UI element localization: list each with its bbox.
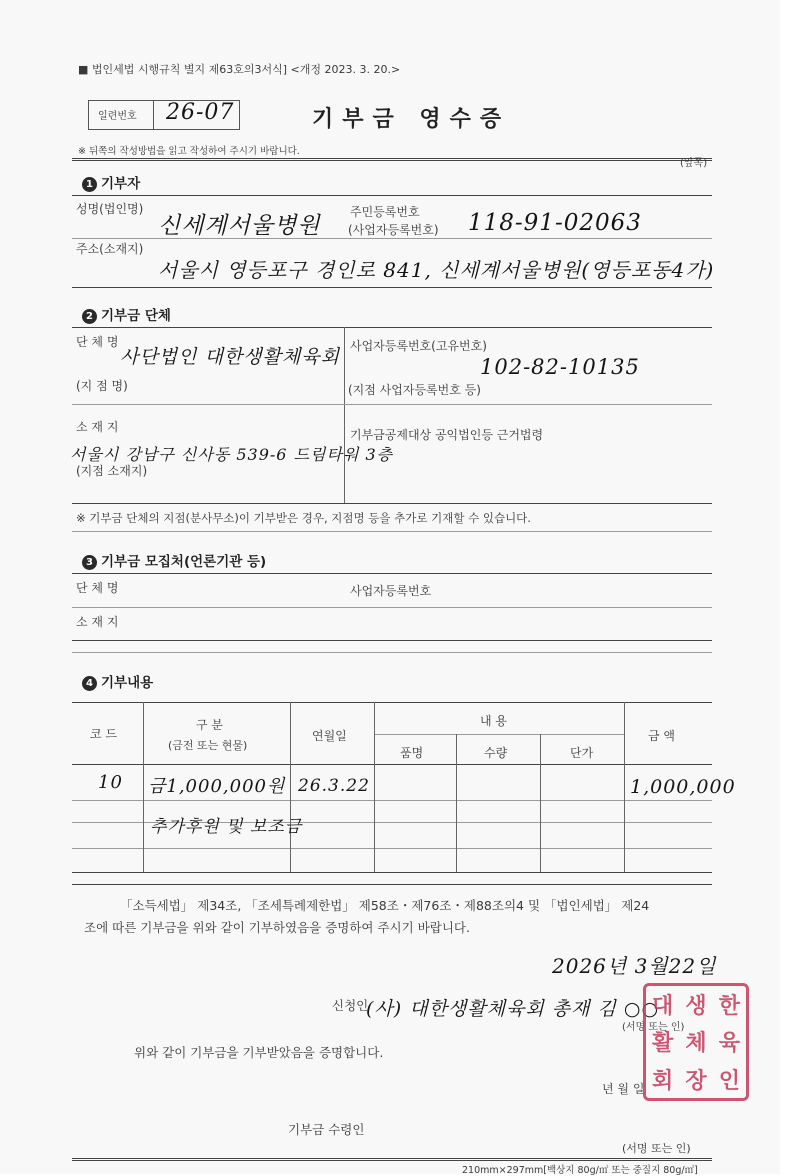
- section3-spacer-rule: [72, 652, 712, 653]
- table-col-divider: [624, 702, 625, 872]
- applicant-label: 신청인: [332, 998, 369, 1013]
- table-row-rule: [72, 848, 712, 849]
- seal-character: 생: [685, 994, 707, 1020]
- table-col-divider: [540, 734, 541, 872]
- col-code-header: 코 드: [90, 727, 117, 741]
- title-rule: [72, 158, 712, 161]
- section3-top-rule: [72, 573, 712, 574]
- content-subheader-rule: [374, 734, 624, 735]
- donor-address-value: 서울시 영등포구 경인로 841, 신세계서울병원(영등포동4가): [158, 258, 715, 282]
- seal-character: 장: [685, 1068, 707, 1094]
- seal-character: 한: [718, 994, 740, 1020]
- section-content-heading: [82, 671, 153, 691]
- section-number: 1: [82, 177, 97, 192]
- col-type-subheader: (금전 또는 현물): [168, 739, 248, 752]
- form-reference: ■ 법인세법 시행규칙 별지 제63호의3서식] <개정 2023. 3. 20.>: [78, 63, 401, 76]
- org-name-value: 사단법인 대한생활체육회: [120, 346, 340, 368]
- donor-name-value: 신세계서울병원: [158, 213, 321, 239]
- donor-id-label-sub: (사업자등록번호): [348, 223, 439, 237]
- col-price-header: 단가: [570, 746, 594, 760]
- col-item-header: 품명: [400, 746, 424, 760]
- section-title: 기부내용: [101, 675, 154, 691]
- recipient-label: 기부금 수령인: [288, 1122, 365, 1137]
- row-type-line1: 금1,000,000원: [148, 776, 286, 797]
- section-title: 기부금 단체: [101, 308, 171, 324]
- section1-bottom-rule: [72, 287, 712, 288]
- statement-date: 2026년 3월22일: [552, 954, 717, 978]
- page-margin: [780, 0, 798, 1174]
- section-collector-heading: [82, 550, 266, 570]
- donor-name-label: 성명(법인명): [76, 202, 144, 216]
- applicant-sign-mark: (서명 또는 인): [622, 1022, 685, 1033]
- table-row-rule: [72, 800, 712, 801]
- section-number: 2: [82, 309, 97, 324]
- section2-top-rule: [72, 327, 712, 328]
- branch-note: ※ 기부금 단체의 지점(분사무소)이 기부받은 경우, 지점명 등을 추가로 기재할 수 있습니다.: [76, 511, 531, 525]
- statement-line2: 조에 따른 기부금을 위와 같이 기부하였음을 증명하여 주시기 바랍니다.: [84, 920, 470, 935]
- donor-id-value: 118-91-02063: [468, 210, 642, 236]
- row-date: 26.3.22: [298, 776, 370, 796]
- table-header-rule: [72, 764, 712, 765]
- org-reg-value: 102-82-10135: [480, 355, 640, 379]
- branch-reg-label: (지점 사업자등록번호 등): [348, 383, 481, 397]
- org-row-rule: [72, 404, 712, 405]
- note-rule: [72, 531, 712, 532]
- section-org-heading: [82, 304, 171, 324]
- table-col-divider: [143, 702, 144, 872]
- collector-reg-label: 사업자등록번호: [350, 584, 432, 598]
- official-seal-stamp: [643, 983, 749, 1101]
- col-type-header: 구 분: [196, 718, 223, 732]
- applicant-signature: (사) 대한생활체육회 총재 김 ○○: [366, 998, 660, 1020]
- donor-row-rule: [72, 238, 712, 239]
- branch-location-label: (지점 소재지): [76, 464, 148, 478]
- section3-bottom-rule: [72, 640, 712, 641]
- org-name-label: 단 체 명: [76, 335, 119, 349]
- row-code: 10: [98, 772, 123, 793]
- form-title: 기부금 영수증: [312, 107, 511, 132]
- section1-top-rule: [72, 195, 712, 196]
- recipient-sign-mark: (서명 또는 인): [622, 1142, 691, 1155]
- section2-bottom-rule: [72, 503, 712, 504]
- confirmation-date-marks: 년 월 일: [602, 1082, 645, 1096]
- org-location-label: 소 재 지: [76, 420, 119, 434]
- section-number: 3: [82, 555, 97, 570]
- donor-id-label: 주민등록번호: [350, 205, 420, 219]
- legal-basis-label: 기부금공제대상 공익법인등 근거법령: [350, 428, 544, 442]
- seal-character: 회: [652, 1068, 674, 1094]
- section-title: 기부금 모집처(언론기관 등): [101, 554, 267, 570]
- page-side-mark: (앞쪽): [680, 158, 708, 169]
- table-col-divider: [374, 702, 375, 872]
- section2-divider: [344, 327, 345, 503]
- org-location-value: 서울시 강남구 신사동 539-6 드림타워 3층: [70, 445, 394, 464]
- instruction-notice: ※ 뒤쪽의 작성방법을 읽고 작성하여 주시기 바랍니다.: [78, 146, 300, 157]
- org-reg-label: 사업자등록번호(고유번호): [350, 339, 487, 353]
- seal-character: 체: [685, 1031, 707, 1057]
- section-number: 4: [82, 676, 97, 691]
- paper-spec-note: 210mm×297mm[백상지 80g/㎡ 또는 중질지 80g/㎡]: [462, 1165, 698, 1176]
- table-top-rule: [72, 702, 712, 703]
- section-title: 기부자: [101, 176, 141, 192]
- collector-location-label: 소 재 지: [76, 615, 119, 629]
- section-donor-heading: [82, 172, 140, 192]
- footer-rule: [72, 1158, 712, 1161]
- seal-character: 활: [652, 1031, 674, 1057]
- serial-value: 26-07: [166, 100, 235, 125]
- table-final-rule: [72, 884, 712, 885]
- seal-character: 육: [718, 1031, 740, 1057]
- col-amount-header: 금 액: [648, 729, 675, 743]
- donor-address-label: 주소(소재지): [76, 242, 144, 256]
- col-date-header: 연월일: [312, 729, 347, 743]
- collector-name-label: 단 체 명: [76, 581, 119, 595]
- serial-label: 일련번호: [98, 111, 137, 122]
- confirmation-text: 위와 같이 기부금을 기부받았음을 증명합니다.: [134, 1045, 384, 1060]
- table-col-divider: [290, 702, 291, 872]
- seal-character: 인: [718, 1068, 740, 1094]
- col-qty-header: 수량: [484, 746, 508, 760]
- table-bottom-rule: [72, 872, 712, 873]
- table-col-divider: [456, 734, 457, 872]
- row-type-line2: 추가후원 및 보조금: [150, 817, 303, 837]
- collector-row-rule: [72, 607, 712, 608]
- seal-character: 대: [652, 994, 674, 1020]
- row-amount: 1,000,000: [630, 776, 736, 798]
- col-content-header: 내 용: [480, 714, 507, 728]
- branch-name-label: (지 점 명): [76, 379, 128, 393]
- statement-line1: 「소득세법」 제34조, 「조세특례제한법」 제58조・제76조・제88조의4 및 「법인세법」 제24: [120, 898, 650, 913]
